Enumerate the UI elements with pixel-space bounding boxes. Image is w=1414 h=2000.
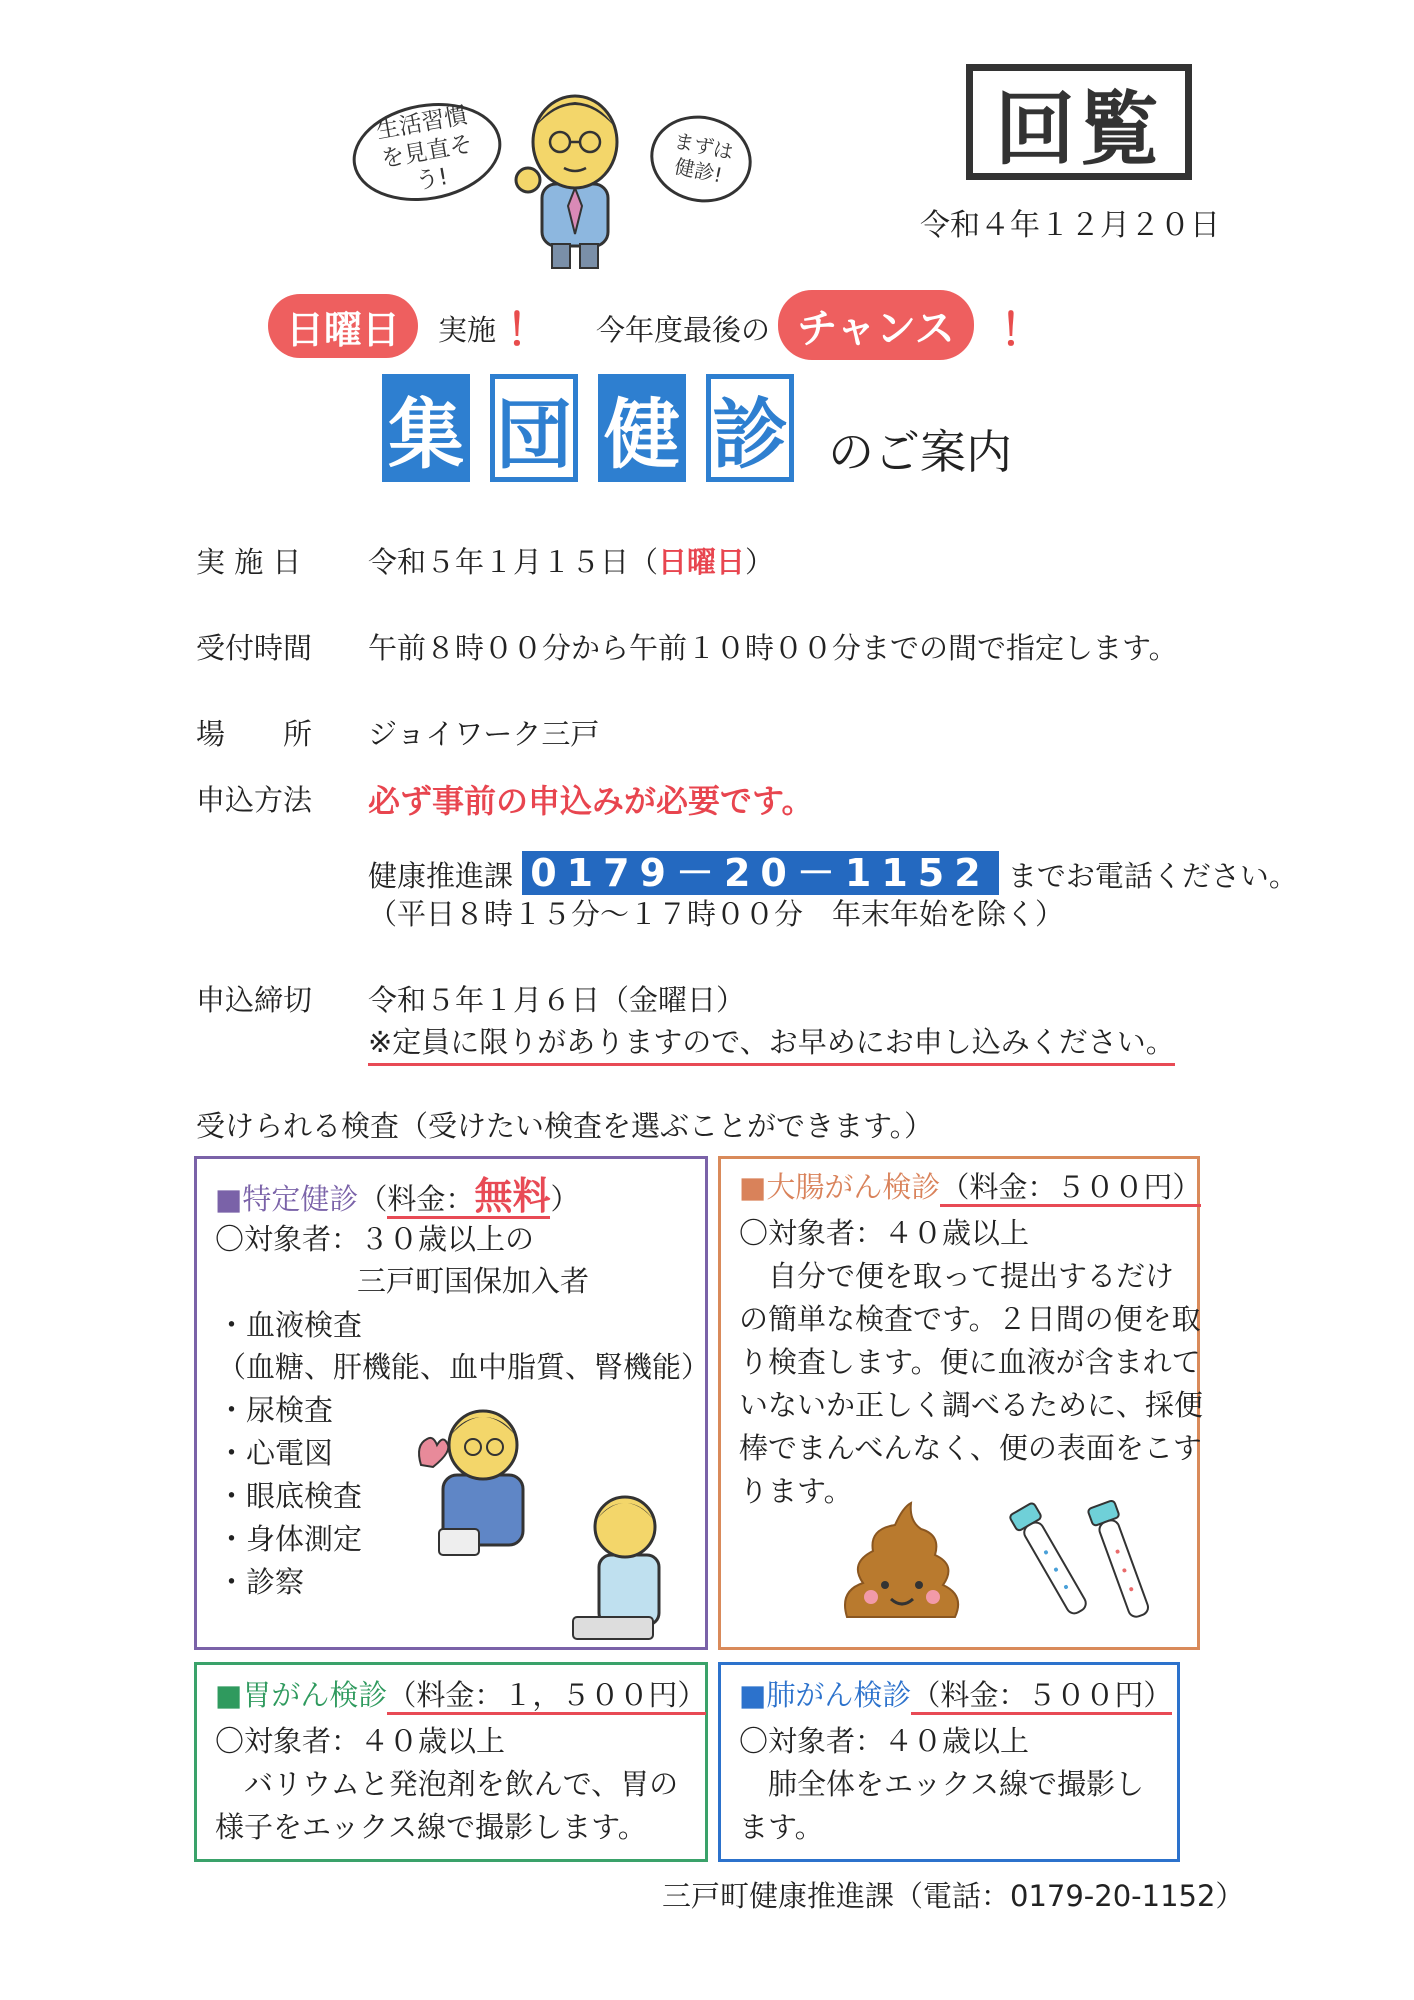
reception-label: 受付時間 xyxy=(196,631,313,665)
daicho-line-5: 棒でまんべんなく、便の表面をこす xyxy=(739,1431,1202,1465)
poop-icon xyxy=(837,1499,967,1629)
tokutei-item-3: ・尿検査 xyxy=(217,1393,334,1427)
daicho-line-2: の簡単な検査です。２日間の便を取 xyxy=(739,1302,1201,1336)
phone-line: 健康推進課 0179－20－1152 までお電話ください。 xyxy=(368,851,1298,895)
sunday-pill: 日曜日 xyxy=(268,294,418,358)
box-daicho xyxy=(718,1156,1204,1650)
daicho-target: 〇対象者：４０歳以上 xyxy=(739,1216,1030,1250)
i-line-2: 様子をエックス線で撮影します。 xyxy=(215,1810,647,1844)
hai-line-1: 肺全体をエックス線で撮影し xyxy=(739,1767,1145,1801)
hai-line-2: ます。 xyxy=(739,1810,824,1844)
title-char-1: 集 xyxy=(382,374,470,482)
tagline-exclamation-2: ！ xyxy=(1000,305,1044,356)
deadline-label: 申込締切 xyxy=(196,983,313,1017)
title-char-3: 健 xyxy=(598,374,686,482)
reception-value: 午前８時００分から午前１０時００分までの間で指定します。 xyxy=(368,631,1178,665)
tokutei-item-4: ・心電図 xyxy=(217,1436,334,1470)
tagline-text-1: 実施 xyxy=(438,313,497,347)
kairan-stamp: 回覧 xyxy=(966,64,1192,180)
footer-contact: 三戸町健康推進課（電話：0179-20-1152） xyxy=(662,1879,1245,1913)
box-tokutei xyxy=(194,1156,711,1650)
date-label: 実 施 日 xyxy=(196,545,302,579)
phone-number[interactable]: 0179－20－1152 xyxy=(522,851,998,895)
apply-label: 申込方法 xyxy=(196,783,313,817)
tagline-exclamation-1: ！ xyxy=(506,305,550,356)
title-suffix: のご案内 xyxy=(828,425,1012,479)
doctor-checkup-illustration xyxy=(413,1395,703,1645)
date-value: 令和５年１月１５日（日曜日） xyxy=(368,545,775,579)
i-heading: ■胃がん検診（料金：１，５００円） xyxy=(215,1677,706,1713)
sample-tubes-icon xyxy=(1001,1491,1171,1631)
hours-note: （平日８時１５分～１７時００分 年末年始を除く） xyxy=(368,897,1065,931)
tokutei-item-1: ・血液検査 xyxy=(217,1308,363,1342)
place-value: ジョイワーク三戸 xyxy=(368,717,600,751)
box-i xyxy=(194,1662,708,1862)
deadline-note: ※定員に限りがありますので、お早めにお申し込みください。 xyxy=(368,1020,1175,1061)
apply-value: 必ず事前の申込みが必要です。 xyxy=(368,782,814,820)
title-char-2: 団 xyxy=(490,374,578,482)
hai-heading: ■肺がん検診（料金：５００円） xyxy=(739,1677,1172,1713)
i-line-1: バリウムと発泡剤を飲んで、胃の xyxy=(215,1767,679,1801)
daicho-line-6: ります。 xyxy=(739,1474,853,1508)
businessman-illustration xyxy=(500,84,650,274)
daicho-line-4: いないか正しく調べるために、採便 xyxy=(739,1388,1204,1422)
tokutei-item-7: ・診察 xyxy=(217,1565,305,1599)
exams-intro: 受けられる検査（受けたい検査を選ぶことができます。） xyxy=(196,1109,934,1143)
speech-bubble-left: 生活習慣を見直そう! xyxy=(345,92,509,213)
date-day: 日曜日 xyxy=(658,545,746,579)
tagline-text-2: 今年度最後の xyxy=(596,313,771,347)
tokutei-item-2: （血糖、肝機能、血中脂質、腎機能） xyxy=(217,1350,711,1384)
tokutei-target-1: 〇対象者：３０歳以上の xyxy=(215,1222,535,1256)
chance-pill: チャンス xyxy=(778,290,974,360)
title-char-4: 診 xyxy=(706,374,794,482)
place-label: 場 所 xyxy=(196,717,313,751)
tokutei-target-2: 三戸町国保加入者 xyxy=(357,1264,590,1298)
deadline-value: 令和５年１月６日（金曜日） xyxy=(368,983,746,1017)
daicho-line-1: 自分で便を取って提出するだけ xyxy=(739,1259,1175,1293)
daicho-line-3: り検査します。便に血液が含まれて xyxy=(739,1345,1201,1379)
tokutei-item-6: ・身体測定 xyxy=(217,1522,363,1556)
box-hai xyxy=(718,1662,1180,1862)
issue-date: 令和４年１２月２０日 xyxy=(920,208,1220,243)
speech-bubble-right: まずは健診! xyxy=(642,106,760,211)
tokutei-item-5: ・眼底検査 xyxy=(217,1479,363,1513)
daicho-heading: ■大腸がん検診（料金：５００円） xyxy=(739,1169,1201,1205)
hai-target: 〇対象者：４０歳以上 xyxy=(739,1724,1030,1758)
i-target: 〇対象者：４０歳以上 xyxy=(215,1724,506,1758)
tokutei-heading: ■特定健診（料金：無料） xyxy=(215,1174,580,1218)
